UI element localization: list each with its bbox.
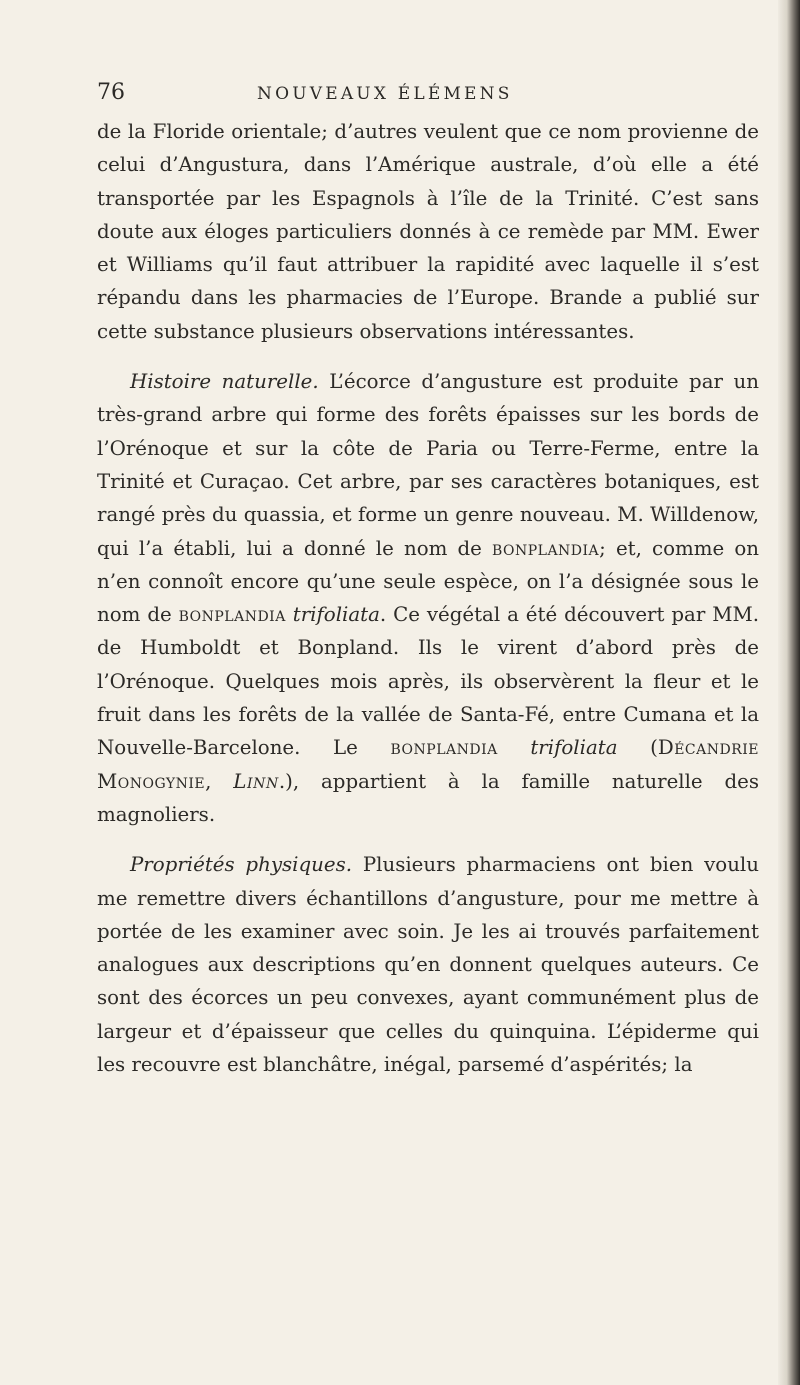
text-run: [286, 603, 293, 626]
text-block: [97, 78, 759, 1081]
text-run: .), appartient à la famille naturelle des magnoliers.: [97, 769, 760, 826]
text-run: Décandrie Monogynie: [97, 736, 760, 793]
book-spine-shadow: [778, 0, 800, 1385]
text-run: . Ce végétal a été découvert par MM. de Humboldt et Bonpland. Ils le virent d’abord près de l’Orénoque. Quelques mois après, ils observèrent la fleur et le fruit dans les forêts de la vallée de Santa-Fé, entre Cumana et la Nouvelle-Barcelone. Le: [97, 603, 759, 760]
text-run: bonplandia: [491, 536, 600, 560]
paragraph-proprietes-physiques: [97, 848, 759, 1081]
text-run: trifoliata: [530, 736, 618, 760]
text-run: L’écorce d’angusture est produite par un très-grand arbre qui forme des forêts épaisses sur les bords de l’Orénoque et sur la côte de Paria ou Terre-Ferme, entre la Trinité et Curaçao. Cet arbre, par ses caractères botaniques, est rangé près du quassia, et forme un genre nouveau. M. Willdenow, qui l’a établi, lui a donné le nom de: [97, 370, 759, 560]
page-header: [97, 78, 759, 114]
text-run: trifoliata: [292, 603, 380, 627]
text-run: de la Floride orientale; d’autres veulent que ce nom provienne de celui d’Angustura, dans l’Amérique australe, d’où elle a été transportée par les Espagnols à l’île de la Trinité. C’est sans doute aux éloges particuliers donnés à ce remède par MM. Ewer et Williams qu’il faut attribuer la rapidité avec laquelle il s’est répandu dans les pharmacies de l’Europe. Brande a publié sur cette substance plusieurs observations intéressantes.: [97, 120, 759, 343]
page-number: 76: [97, 80, 125, 105]
text-run: (: [617, 736, 658, 760]
text-run: Propriétés physiques.: [130, 853, 353, 877]
running-title: NOUVEAUX ÉLÉMENS: [257, 84, 513, 104]
text-run: Histoire naturelle.: [130, 370, 319, 394]
text-run: bonplandia: [390, 736, 498, 760]
text-run: [498, 736, 531, 759]
text-run: Linn: [233, 769, 279, 793]
text-run: ,: [205, 769, 234, 793]
page-body: [97, 115, 759, 1081]
text-run: Plusieurs pharmaciens ont bien voulu me remettre divers échantillons d’angusture, pour me mettre à portée de les examiner avec soin. Je les ai trouvés parfaitement analogues aux descriptions qu’en donnent quelques auteurs. Ce sont des écorces un peu convexes, ayant communément plus de largeur et d’épaisseur que celles du quinquina. L’épiderme qui les recouvre est blanchâtre, inégal, parsemé d’aspérités; la: [97, 853, 759, 1077]
text-run: ; et, comme on n’en connoît encore qu’une seule espèce, on l’a désignée sous le nom de: [97, 536, 759, 627]
text-run: bonplandia: [178, 603, 286, 627]
paragraph-histoire-naturelle: [97, 365, 759, 831]
paragraph-1: [97, 115, 759, 348]
